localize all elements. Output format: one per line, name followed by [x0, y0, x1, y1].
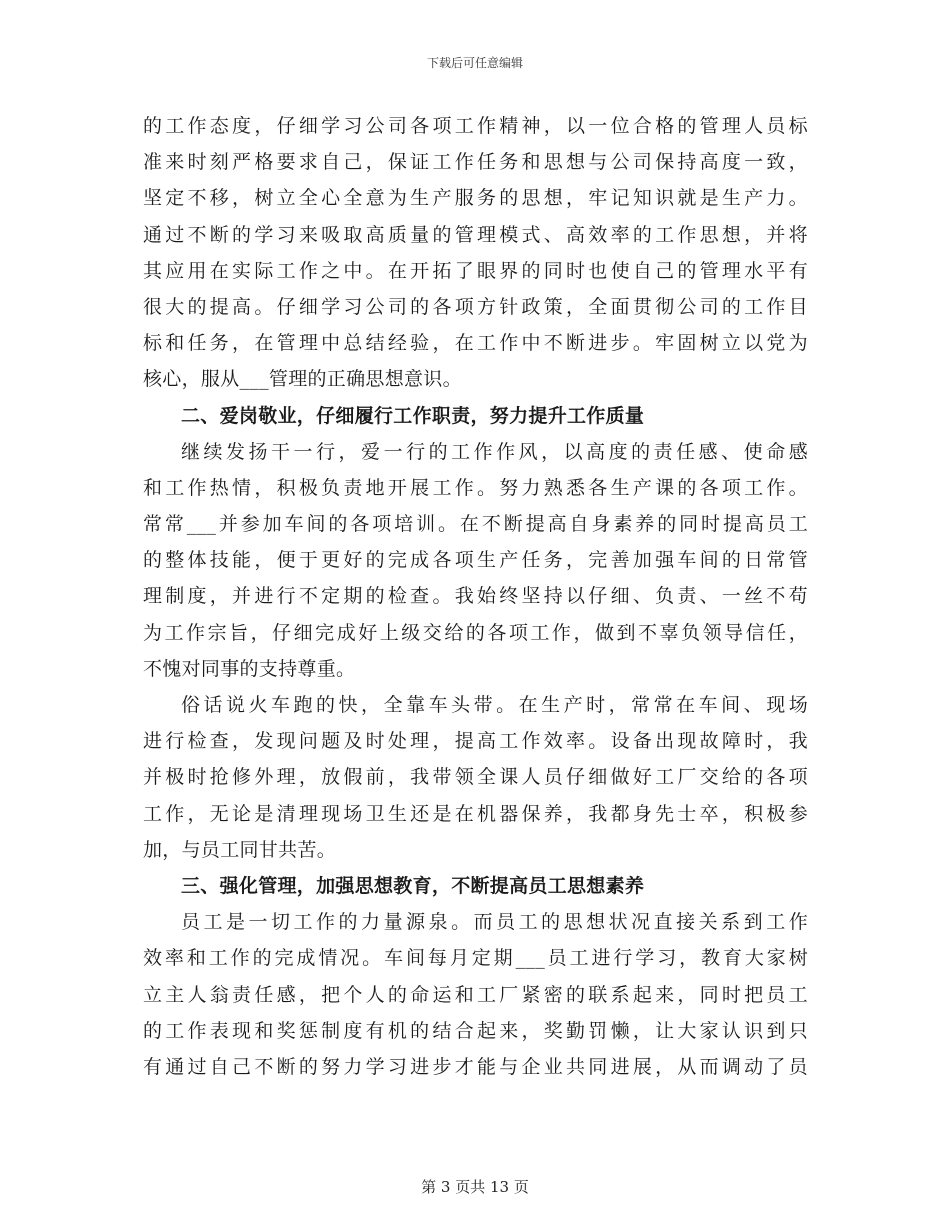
paragraph-line: 常常___并参加车间的各项培训。在不断提高自身素养的同时提高员工: [143, 513, 808, 536]
paragraph-line: 立主人翁责任感，把个人的命运和工厂紧密的联系起来，同时把员工: [143, 983, 808, 1006]
section-heading-2: 二、爱岗敬业，仔细履行工作职责，努力提升工作质量: [181, 404, 645, 427]
paragraph-line: 有通过自己不断的努力学习进步才能与企业共同进展，从而调动了员: [143, 1055, 808, 1078]
paragraph-line: 的工作表现和奖惩制度有机的结合起来，奖勤罚懒，让大家认识到只: [143, 1019, 808, 1042]
paragraph-line: 工作，无论是清理现场卫生还是在机器保养，我都身先士卒，积极参: [143, 802, 808, 825]
page-header: 下载后可任意编辑: [426, 56, 523, 70]
paragraph-line: 很大的提高。仔细学习公司的各项方针政策，全面贯彻公司的工作目: [143, 295, 808, 318]
paragraph-line: 进行检查，发现问题及时处理，提高工作效率。设备出现故障时，我: [143, 730, 808, 753]
paragraph-line: 加，与员工同甘共苦。: [143, 838, 337, 861]
paragraph-line: 标和任务，在管理中总结经验，在工作中不断进步。牢固树立以党为: [143, 332, 808, 355]
paragraph-line: 不愧对同事的支持尊重。: [143, 657, 356, 680]
section-heading-3: 三、强化管理，加强思想教育，不断提高员工思想素养: [181, 874, 645, 897]
paragraph-line: 员工是一切工作的力量源泉。而员工的思想状况直接关系到工作: [181, 911, 808, 934]
document-body: [143, 108, 808, 1085]
paragraph-line: 俗话说火车跑的快，全靠车头带。在生产时，常常在车间、现场: [181, 694, 808, 716]
paragraph-line: 和工作热情，积极负责地开展工作。努力熟悉各生产课的各项工作。: [143, 476, 808, 499]
paragraph-line: 理制度，并进行不定期的检查。我始终坚持以仔细、负责、一丝不苟: [143, 585, 808, 608]
paragraph-line: 准来时刻严格要求自己，保证工作任务和思想与公司保持高度一致，: [143, 151, 808, 174]
paragraph-line: 通过不断的学习来吸取高质量的管理模式、高效率的工作思想，并将: [143, 223, 808, 246]
paragraph-line: 核心，服从___管理的正确思想意识。: [143, 368, 462, 391]
page-footer: 第 3 页共 13 页: [421, 1178, 529, 1196]
paragraph-line: 坚定不移，树立全心全意为生产服务的思想，牢记知识就是生产力。: [143, 187, 808, 210]
paragraph-line: 的整体技能，便于更好的完成各项生产任务，完善加强车间的日常管: [143, 549, 808, 572]
paragraph-line: 效率和工作的完成情况。车间每月定期___员工进行学习，教育大家树: [143, 947, 808, 970]
paragraph-line: 的工作态度，仔细学习公司各项工作精神，以一位合格的管理人员标: [143, 115, 808, 137]
paragraph-line: 其应用在实际工作之中。在开拓了眼界的同时也使自己的管理水平有: [143, 259, 808, 282]
paragraph-line: 继续发扬干一行，爱一行的工作作风，以高度的责任感、使命感: [181, 440, 808, 463]
paragraph-line: 为工作宗旨，仔细完成好上级交给的各项工作，做到不辜负领导信任，: [143, 621, 808, 644]
paragraph-line: 并极时抢修外理，放假前，我带领全课人员仔细做好工厂交给的各项: [143, 766, 808, 789]
